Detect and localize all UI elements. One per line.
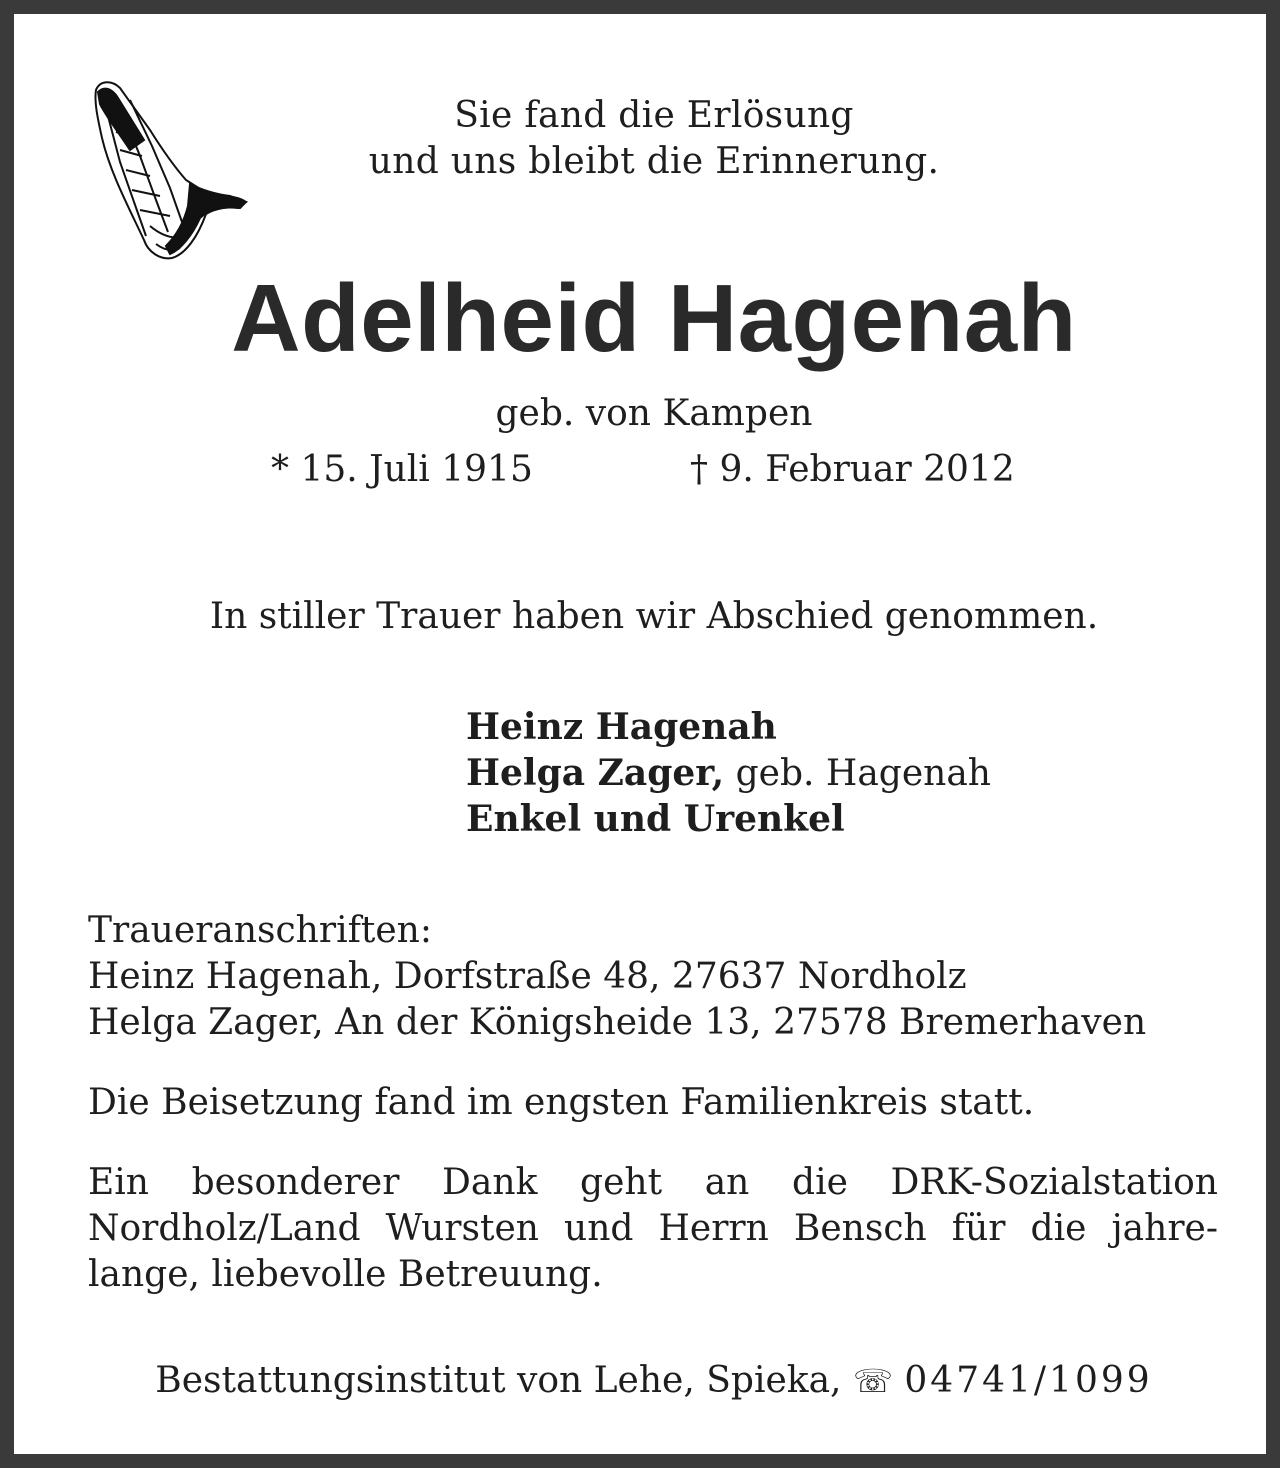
family-member-2 xyxy=(466,750,991,797)
burial-text: Die Beisetzung fand im engsten Familienkreis statt. xyxy=(88,1082,1035,1123)
death-date: † 9. Februar 2012 xyxy=(690,449,1015,490)
birth-date: * 15. Juli 1915 xyxy=(271,449,533,490)
funeral-home-line xyxy=(14,1358,1280,1404)
address-line-1: Heinz Hagenah, Dorfstraße 48, 27637 Nordholz xyxy=(88,956,967,997)
thanks-line-3: lange, liebevolle Betreuung. xyxy=(88,1254,603,1295)
farewell-text: In stiller Trauer haben wir Abschied genommen. xyxy=(209,596,1099,637)
funeral-home-name: Bestattungsinstitut von Lehe, Spieka, xyxy=(155,1360,842,1401)
phone-number: 04741/1099 xyxy=(904,1360,1153,1401)
family-member-1 xyxy=(466,704,777,751)
address-heading: Traueranschriften: xyxy=(88,910,432,951)
thanks-line-2: Nordholz/Land Wursten und Herrn Bensch für die jahre- xyxy=(88,1208,1218,1249)
deceased-name: Adelheid Hagenah xyxy=(231,265,1077,372)
family-member-1-name: Heinz Hagenah xyxy=(466,706,777,748)
telephone-icon: ☏ xyxy=(852,1362,893,1400)
address-line-2: Helga Zager, An der Königsheide 13, 27578 Bremerhaven xyxy=(88,1002,1147,1043)
family-member-2-name: Helga Zager, xyxy=(466,752,725,794)
motto-line-1: Sie fand die Erlösung xyxy=(454,95,854,136)
maiden-name: geb. von Kampen xyxy=(495,393,813,434)
family-member-2-suffix: geb. Hagenah xyxy=(735,753,991,794)
family-member-3-name: Enkel und Urenkel xyxy=(466,798,845,840)
family-member-3 xyxy=(466,796,845,843)
motto-line-2: und uns bleibt die Erinnerung. xyxy=(368,141,940,182)
thanks-line-1: Ein besonderer Dank geht an die DRK-Sozialstation xyxy=(88,1162,1218,1203)
